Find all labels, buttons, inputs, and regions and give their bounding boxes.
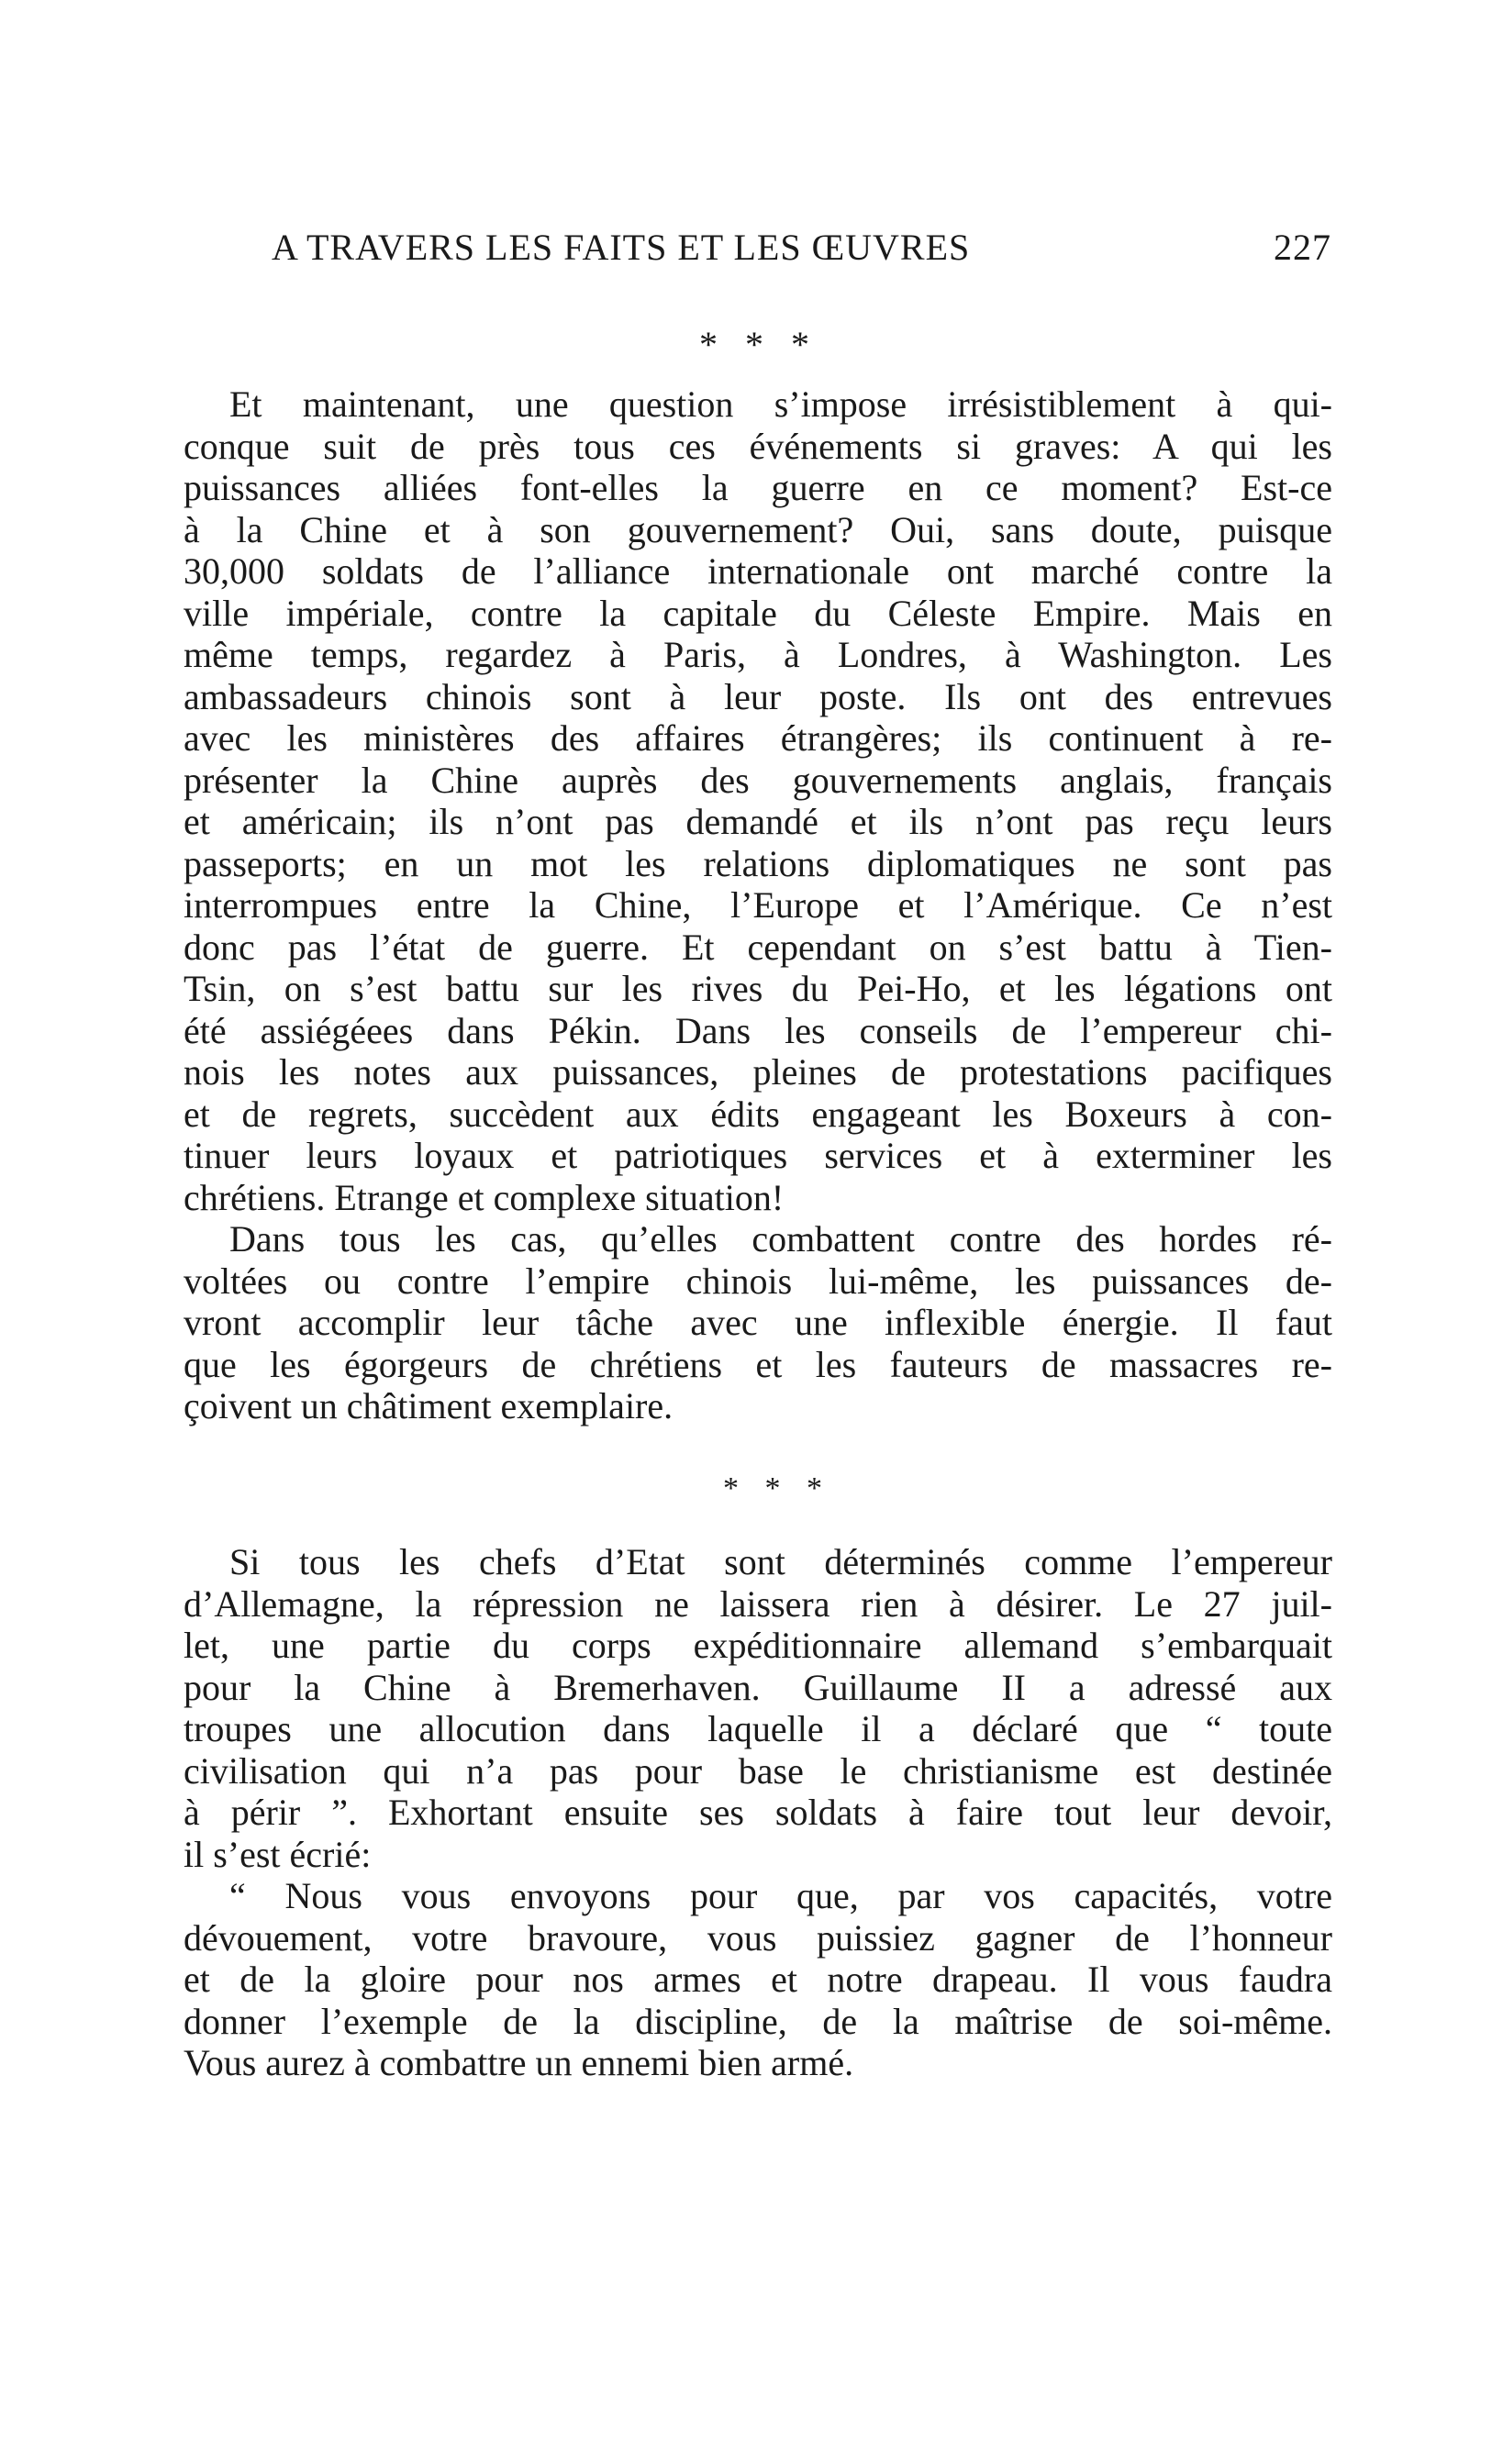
text-line: présenter la Chine auprès des gouvernements anglais, français xyxy=(184,759,1332,801)
text-line: il s’est écrié: xyxy=(184,1833,372,1875)
text-line: chrétiens. Etrange et complexe situation! xyxy=(184,1176,785,1218)
text-line: “ Nous vous envoyons pour que, par vos capacités, votre xyxy=(229,1875,1332,1916)
text-line: pour la Chine à Bremerhaven. Guillaume II a adressé aux xyxy=(184,1666,1332,1708)
paragraph xyxy=(184,383,1332,1218)
text-line: à la Chine et à son gouvernement? Oui, sans doute, puisque xyxy=(184,508,1332,550)
text-line: voltées ou contre l’empire chinois lui-même, les puissances de- xyxy=(184,1260,1332,1302)
text-line: et de regrets, succèdent aux édits engageant les Boxeurs à con- xyxy=(184,1093,1332,1135)
text-block xyxy=(184,383,1332,1427)
section-separator: * * * xyxy=(699,324,818,365)
text-line: ville impériale, contre la capitale du Céleste Empire. Mais en xyxy=(184,592,1332,634)
text-line: Et maintenant, une question s’impose irrésistiblement à qui- xyxy=(229,383,1332,425)
text-line: d’Allemagne, la répression ne laissera rien à désirer. Le 27 juil- xyxy=(184,1582,1332,1625)
paragraph xyxy=(184,1218,1332,1427)
text-line: vront accomplir leur tâche avec une inflexible énergie. Il faut xyxy=(184,1302,1332,1343)
text-line: et de la gloire pour nos armes et notre drapeau. Il vous faudra xyxy=(184,1959,1332,2000)
text-line: nois les notes aux puissances, pleines de protestations pacifiques xyxy=(184,1051,1332,1093)
text-line: ambassadeurs chinois sont à leur poste. Ils ont des entrevues xyxy=(184,675,1332,717)
paragraph xyxy=(184,1541,1332,1875)
quotation-paragraph xyxy=(184,1875,1332,2084)
text-line: que les égorgeurs de chrétiens et les fauteurs de massacres re- xyxy=(184,1343,1332,1385)
text-line: et américain; ils n’ont pas demandé et ils n’ont pas reçu leurs xyxy=(184,801,1332,842)
text-line: puissances alliées font-elles la guerre en ce moment? Est-ce xyxy=(184,467,1332,508)
text-line: 30,000 soldats de l’alliance internationale ont marché contre la xyxy=(184,550,1332,592)
text-line: troupes une allocution dans laquelle il a déclaré que “ toute xyxy=(184,1708,1332,1749)
text-line: çoivent un châtiment exemplaire. xyxy=(184,1385,674,1426)
text-line: passeports; en un mot les relations diplomatiques ne sont pas xyxy=(184,842,1332,884)
text-line: Dans tous les cas, qu’elles combattent contre des hordes ré- xyxy=(229,1218,1332,1260)
text-line: tinuer leurs loyaux et patriotiques services et à exterminer les xyxy=(184,1135,1332,1176)
text-line: civilisation qui n’a pas pour base le christianisme est destinée xyxy=(184,1749,1332,1792)
text-line: Tsin, on s’est battu sur les rives du Pei-Ho, et les légations ont xyxy=(184,968,1332,1009)
text-line: let, une partie du corps expéditionnaire allemand s’embarquait xyxy=(184,1625,1332,1666)
text-line: été assiégéees dans Pékin. Dans les conseils de l’empereur chi- xyxy=(184,1009,1332,1051)
text-line: conque suit de près tous ces événements si graves: A qui les xyxy=(184,425,1332,467)
text-block xyxy=(184,1541,1332,2084)
text-line: Si tous les chefs d’Etat sont déterminés comme l’empereur xyxy=(229,1541,1332,1582)
section-separator: * * * xyxy=(723,1471,831,1505)
text-line: donner l’exemple de la discipline, de la maîtrise de soi-même. xyxy=(184,2000,1332,2042)
page-number: 227 xyxy=(1274,227,1331,268)
running-head xyxy=(272,226,1331,281)
text-line: dévouement, votre bravoure, vous puissiez gagner de l’honneur xyxy=(184,1916,1332,1959)
text-line: donc pas l’état de guerre. Et cependant on s’est battu à Tien- xyxy=(184,926,1332,968)
text-line: interrompues entre la Chine, l’Europe et l’Amérique. Ce n’est xyxy=(184,884,1332,926)
text-line: avec les ministères des affaires étrangères; ils continuent à re- xyxy=(184,717,1332,759)
running-title: A TRAVERS LES FAITS ET LES ŒUVRES xyxy=(272,227,971,268)
text-line: même temps, regardez à Paris, à Londres, à Washington. Les xyxy=(184,634,1332,675)
text-line: Vous aurez à combattre un ennemi bien armé. xyxy=(184,2042,854,2083)
text-line: à périr ”. Exhortant ensuite ses soldats à faire tout leur devoir, xyxy=(184,1792,1332,1833)
